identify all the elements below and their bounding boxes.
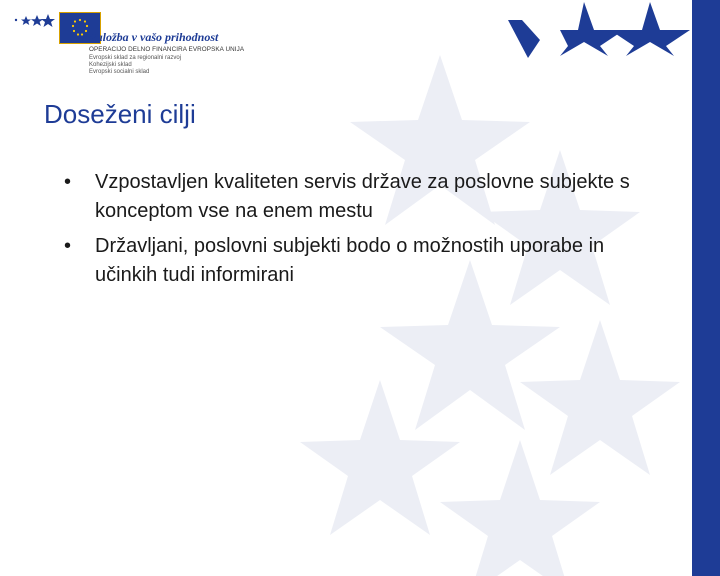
bullet-icon: •	[64, 171, 72, 193]
logo-line-esf: Evropski socialni sklad	[89, 69, 150, 75]
bullet-text: Vzpostavljen kvaliteten servis države za poslovne subjekte s konceptom vse na enem mestu	[95, 171, 630, 222]
bullet-item	[64, 168, 644, 226]
slide-title: Doseženi cilji	[44, 99, 196, 129]
right-edge-bar	[692, 0, 720, 576]
bullet-text: Državljani, poslovni subjekti bodo o možnostih uporabe in učinkih tudi informirani	[95, 235, 605, 286]
bullet-icon: •	[64, 235, 72, 257]
bullet-list	[64, 168, 644, 296]
logo-title: Naložba v vašo prihodnost	[88, 30, 219, 44]
logo-subtitle: OPERACIJO DELNO FINANCIRA EVROPSKA UNIJA	[89, 46, 245, 53]
bullet-item	[64, 232, 644, 290]
eu-logo	[12, 8, 245, 78]
logo-line-cohesion: Kohezijski sklad	[89, 62, 132, 68]
logo-line-erdf: Evropski sklad za regionalni razvoj	[89, 55, 182, 61]
stars-trail-icon	[12, 12, 62, 32]
